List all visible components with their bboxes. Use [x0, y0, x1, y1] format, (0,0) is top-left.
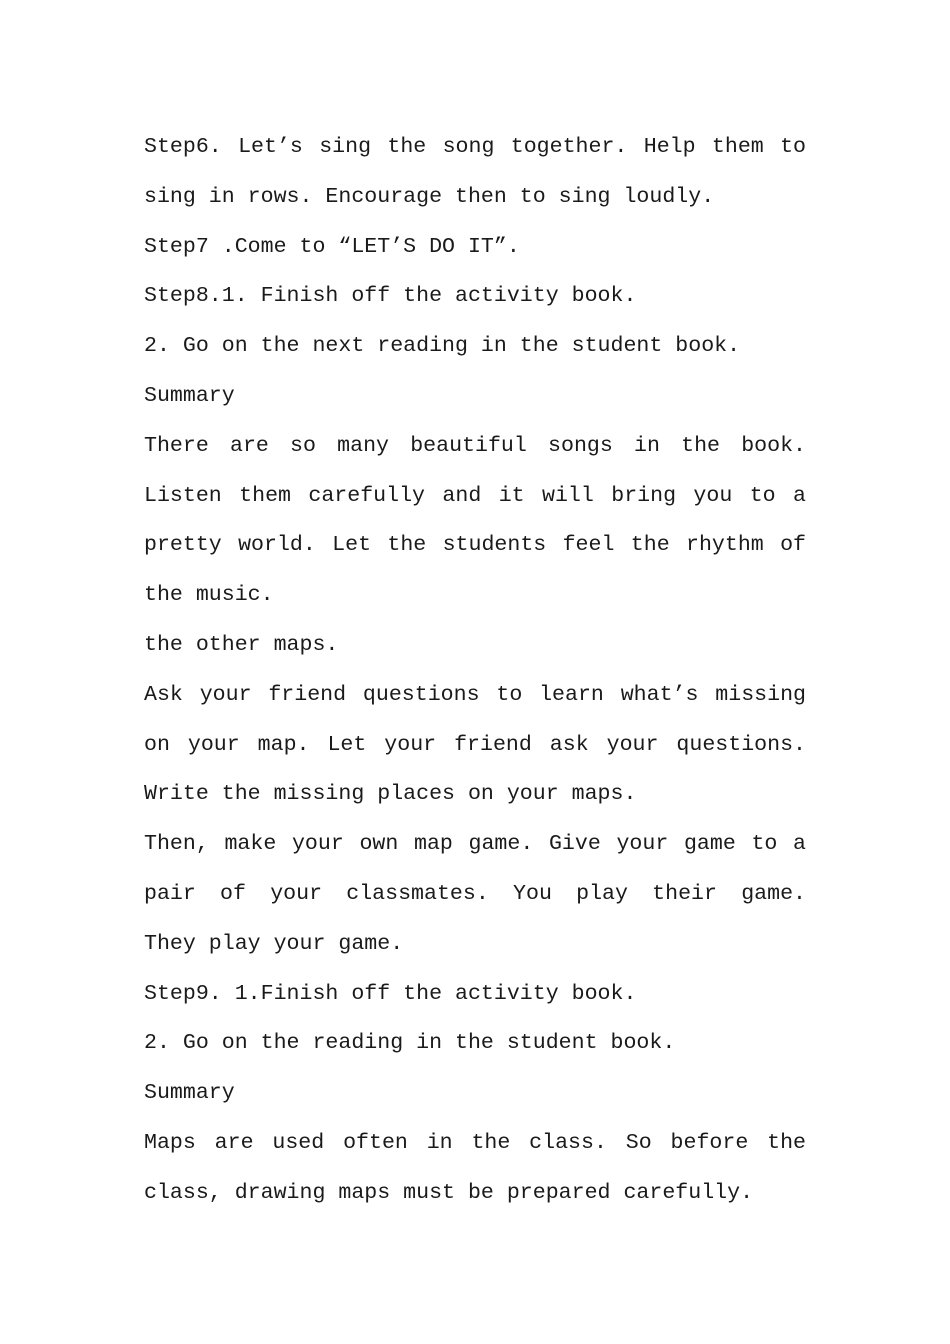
text-line: the other maps.	[144, 632, 339, 657]
text-line: Write the missing places on your maps.	[144, 782, 637, 807]
section-heading: Summary	[144, 1081, 235, 1106]
text-line: Step8.1. Finish off the activity book.	[144, 284, 637, 309]
text-line: pair of your classmates. You play their game.	[144, 881, 806, 906]
text-line: Listen them carefully and it will bring you to a	[144, 483, 806, 508]
text-line: Then, make your own map game. Give your game to a	[144, 832, 806, 857]
text-line: Step9. 1.Finish off the activity book.	[144, 981, 637, 1006]
text-line: class, drawing maps must be prepared carefully.	[144, 1180, 754, 1205]
text-line: 2. Go on the reading in the student book.	[144, 1031, 676, 1056]
text-line: There are so many beautiful songs in the book.	[144, 433, 806, 458]
section-heading: Summary	[144, 383, 235, 408]
text-line: Ask your friend questions to learn what’s missing	[144, 682, 806, 707]
text-line: They play your game.	[144, 931, 404, 956]
text-line: on your map. Let your friend ask your questions.	[144, 732, 806, 757]
text-line: Maps are used often in the class. So before the	[144, 1130, 806, 1155]
text-line: pretty world. Let the students feel the rhythm of	[144, 533, 806, 558]
document-body	[144, 123, 806, 1219]
text-line: sing in rows. Encourage then to sing loudly.	[144, 184, 715, 209]
text-line: Step6. Let’s sing the song together. Help them to	[144, 135, 806, 159]
text-line: the music.	[144, 583, 274, 608]
text-line: Step7 .Come to “LET’S DO IT”.	[144, 234, 520, 259]
text-line: 2. Go on the next reading in the student book.	[144, 334, 741, 359]
